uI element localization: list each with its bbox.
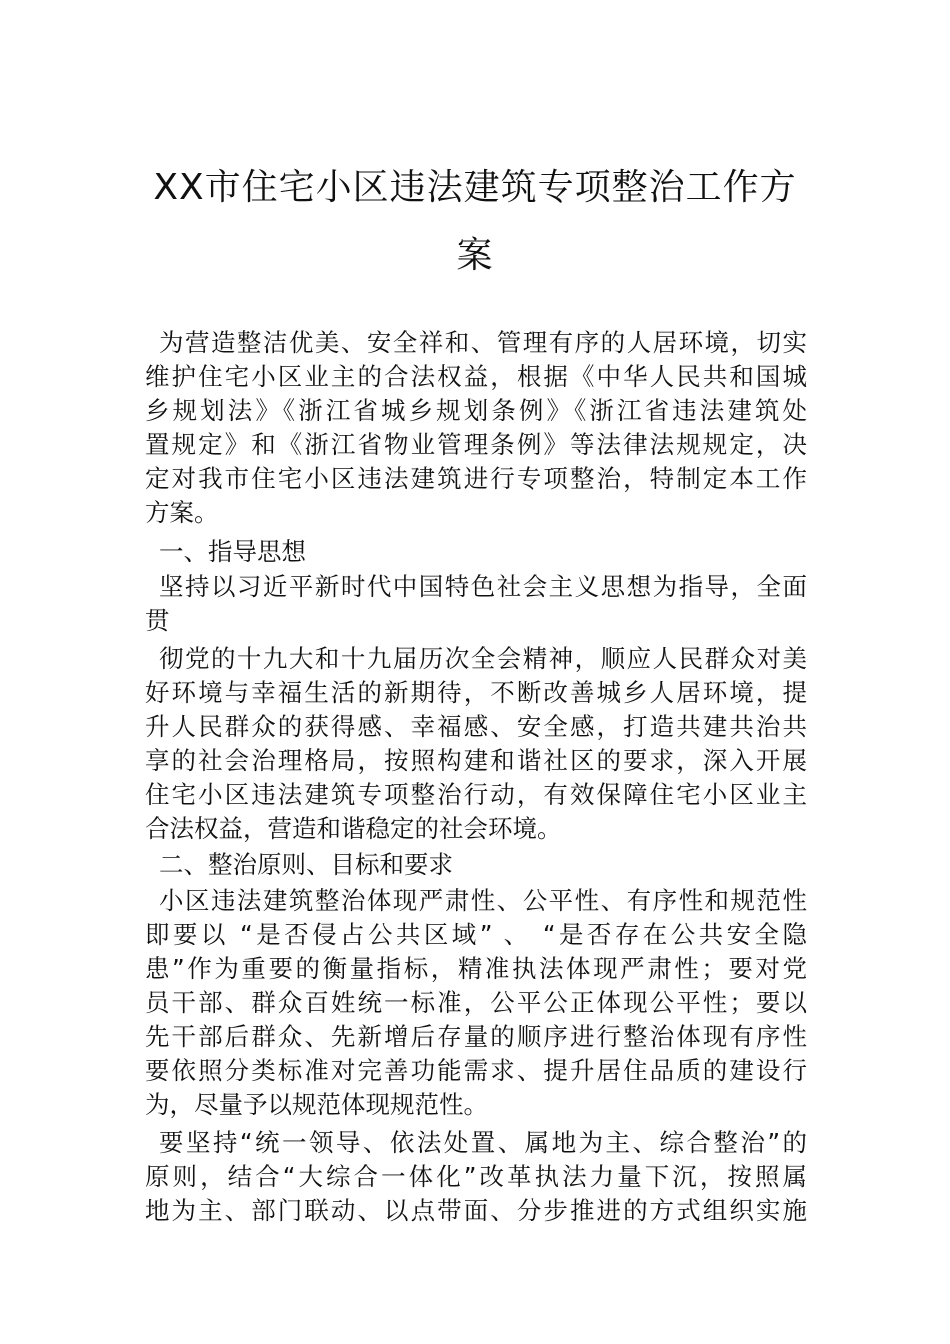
- body-text-line: 好环境与幸福生活的新期待，不断改善城乡人居环境，提: [145, 678, 807, 707]
- body-text-line: 享的社会治理格局，按照构建和谐社区的要求，深入开展: [145, 746, 807, 775]
- body-text-line: 住宅小区违法建筑专项整治行动，有效保障住宅小区业主: [145, 780, 807, 809]
- body-text-line: 方案。: [145, 498, 219, 527]
- document-title-line-1: XX市住宅小区违法建筑专项整治工作方: [153, 167, 797, 208]
- body-text-line: 患”作为重要的衡量指标，精准执法体现严肃性；要对党: [145, 954, 807, 983]
- body-text-line: 升人民群众的获得感、幸福感、安全感，打造共建共治共: [145, 712, 807, 741]
- body-text-line: 为营造整洁优美、安全祥和、管理有序的人居环境，切实: [159, 328, 807, 357]
- body-text-line: 坚持以习近平新时代中国特色社会主义思想为指导，全面: [159, 572, 807, 601]
- body-text-line: 定对我市住宅小区违法建筑进行专项整治，特制定本工作: [145, 464, 807, 493]
- body-text-line: 合法权益，营造和谐稳定的社会环境。: [145, 814, 562, 843]
- body-text-line: 即要以 “是否侵占公共区域” 、 “是否存在公共安全隐: [145, 920, 807, 949]
- body-text-line: 为，尽量予以规范体现规范性。: [145, 1090, 488, 1119]
- body-text-line: 维护住宅小区业主的合法权益，根据《中华人民共和国城: [145, 362, 807, 391]
- body-text-line: 员干部、群众百姓统一标准，公平公正体现公平性；要以: [145, 988, 807, 1017]
- body-text-line: 彻党的十九大和十九届历次全会精神，顺应人民群众对美: [159, 644, 807, 673]
- body-text-line: 乡规划法》《浙江省城乡规划条例》《浙江省违法建筑处: [145, 396, 807, 425]
- body-text-line: 贯: [145, 606, 170, 635]
- body-text-line: 原则，结合“大综合一体化”改革执法力量下沉，按照属: [145, 1162, 807, 1191]
- section-heading: 一、指导思想: [159, 537, 306, 566]
- body-text-line: 要依照分类标准对完善功能需求、提升居住品质的建设行: [145, 1056, 807, 1085]
- section-heading: 二、整治原则、目标和要求: [159, 850, 453, 879]
- body-text-line: 置规定》和《浙江省物业管理条例》等法律法规规定，决: [145, 430, 807, 459]
- body-text-line: 地为主、部门联动、以点带面、分步推进的方式组织实施: [145, 1196, 807, 1225]
- body-text-line: 小区违法建筑整治体现严肃性、公平性、有序性和规范性: [159, 886, 807, 915]
- document-title-line-2: 案: [456, 235, 494, 276]
- body-text-line: 要坚持“统一领导、依法处置、属地为主、综合整治”的: [159, 1128, 807, 1157]
- body-text-line: 先干部后群众、先新增后存量的顺序进行整治体现有序性: [145, 1022, 807, 1051]
